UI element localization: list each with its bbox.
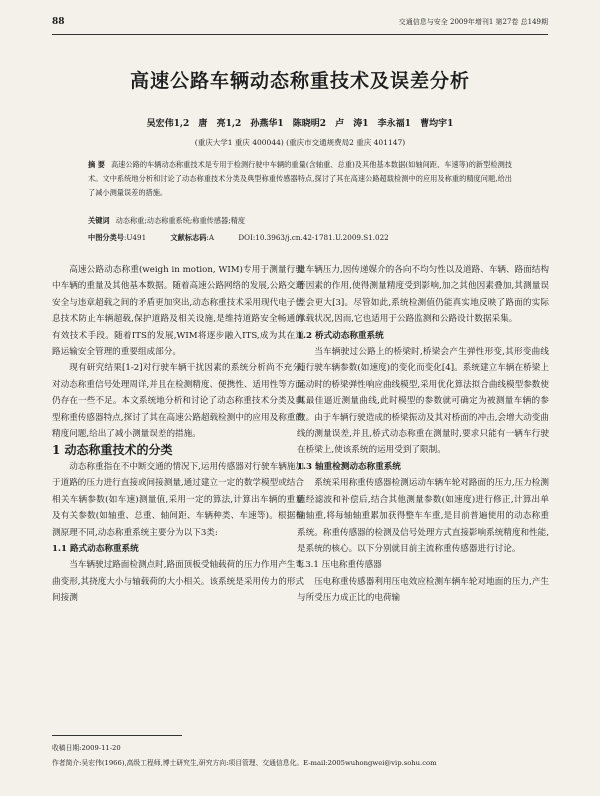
clc-label: 中图分类号 bbox=[88, 233, 124, 242]
affiliations: (重庆大学1 重庆 400044) (重庆市交通规费局2 重庆 401147) bbox=[194, 138, 406, 147]
keywords bbox=[88, 216, 512, 226]
right-column bbox=[297, 262, 549, 607]
subsection1-3-1-paragraph: 压电称重传感器利用压电效应检测车辆车轮对地面的压力,产生与所受压力成正比的电荷输 bbox=[297, 576, 549, 604]
abstract bbox=[88, 158, 512, 200]
subsection1-3-paragraph: 系统采用称重传感器检测运动车辆车轮对路面的压力,压力检测值经滤波和补偿后,结合其他测量参数(如速度)进行修正,计算出单轴轴重,将每轴轴重累加获得整车车重,是目前普遍使用的动态称重系统。称重传感器的检测及信号处理方式直接影响系统精度和性能,是系统的核心。以下分别就目前主流称重传感器进行讨论。 bbox=[297, 478, 549, 554]
header-rule bbox=[52, 34, 548, 35]
footnote-rule bbox=[52, 735, 182, 736]
subsection-heading-1-1: 1.1 路式动态称重系统 bbox=[52, 543, 139, 554]
keywords-label: 关键词 bbox=[88, 216, 110, 225]
classification-line bbox=[88, 233, 512, 243]
author-list: 吴宏伟1,2 唐 亮1,2 孙燕华1 陈晓明2 卢 涛1 李永福1 曹均宇1 bbox=[146, 119, 454, 129]
intro-paragraph-2: 现有研究结果[1-2]对行驶车辆干扰因素的系统分析尚不充分,对动态称重信号处理周详,并且在检测精度、便携性、适用性等方面仍存在一些不足。本文系统地分析和讨论了动态称重技术分类及典型称重传感器特点,探讨了其在高速公路超载检测中的应用及称重的精度问题,给出了减小测量误差的措施。 bbox=[52, 363, 304, 440]
doi: DOI:10.3963/j.cn.42-1781.U.2009.S1.022 bbox=[238, 233, 389, 242]
abstract-label: 摘 要 bbox=[88, 160, 105, 169]
intro-paragraph-1: 高速公路动态称重(weigh in motion, WIM)专用于测量行驶中车辆的重量及其他基本数据。随着高速公路网络的发展,公路交通安全与违章超载之间的矛盾更加突出,动态称重技术采用现代电子信息技术防止车辆超载,保护道路及相关设施,是维持道路安全畅通的有效技术手段。随着ITS的发展,WIM将逐步融入ITS,成为其在道路运输安全管理的重要组成部分。 bbox=[52, 265, 304, 358]
keywords-text: 动态称重;动态称重系统;称重传感器;精度 bbox=[115, 216, 246, 225]
journal-header: 交通信息与安全 2009年增刊1 第27卷 总149期 bbox=[398, 18, 548, 26]
section-heading-1: 1 动态称重技术的分类 bbox=[52, 443, 173, 458]
footnote-received: 收稿日期:2009-11-20 bbox=[52, 744, 121, 752]
subsection-heading-1-3-1: 1.3.1 压电称重传感器 bbox=[297, 560, 382, 571]
page-number: 88 bbox=[52, 17, 65, 27]
subsection-heading-1-2: 1.2 桥式动态称重系统 bbox=[297, 330, 384, 341]
paper-title: 高速公路车辆动态称重技术及误差分析 bbox=[129, 70, 470, 92]
subsection1-1-paragraph: 当车辆驶过路面检测点时,路面顶板受轴载荷的压力作用产生弯曲变形,其挠度大小与轴载荷的大小相关。该系统是采用传力的形式间接测 bbox=[52, 560, 304, 604]
doc-code-label: 文献标志码 bbox=[170, 233, 207, 242]
footnote-author-info: 作者简介:吴宏伟(1966),高级工程师,博士研究生,研究方向:项目管理、交通信息化。E-mail:2005wuhongwei@vip.sohu.com bbox=[52, 759, 437, 767]
abstract-text: 高速公路的车辆动态称重技术是专用于检测行驶中车辆的重量(含轴重、总重)及其他基本数据(如轴间距、车速等)的新型检测技术。文中系统地分析和讨论了动态称重技术分类及典型称重传感器特点,探讨了其在高速公路超载检测中的应用及称重的精度问题,给出了减小测量误差的措施。 bbox=[88, 160, 512, 197]
doc-code: :A bbox=[206, 233, 215, 242]
section1-paragraph-1: 动态称重指在不中断交通的情况下,运用传感器对行驶车辆施加于道路的压力进行直接或间接测量,通过建立一定的数学模型或结合相关车辆参数(如车速)测量值,采用一定的算法,计算出车辆的重量及有关参数(如轴重、总重、轴间距、车辆种类、车速等)。根据检测原理不同,动态称重系统主要分为以下3类: bbox=[52, 461, 304, 538]
subsection-heading-1-3: 1.3 轴重检测动态称重系统 bbox=[297, 461, 401, 472]
continued-paragraph: 量车辆压力,因传递媒介的各向不均匀性以及道路、车辆、路面结构等因素的作用,使得测量精度受到影响,加之其他因素叠加,其测量误差会更大[3]。尽管如此,系统检测值仍能真实地反映了路面的实际承载状况,因而,它也适用于公路监测和公路设计数据采集。 bbox=[297, 265, 549, 325]
left-column bbox=[52, 262, 304, 607]
subsection1-2-paragraph: 当车辆驶过公路上的桥梁时,桥梁会产生弹性形变,其形变曲线随行驶车辆参数(如速度)的变化而变化[4]。系统建立车辆在桥梁上运动时的桥梁弹性响应曲线模型,采用优化算法拟合曲线模型参数使其最佳逼近测量曲线,此时模型的参数就可确定为被测量车辆的参数。由于车辆行驶造成的桥梁振动及其对桥面的冲击,会增大动变曲线的测量误差,并且,桥式动态称重在测量时,要求只能有一辆车行驶在桥梁上,使该系统的运用受到了限制。 bbox=[297, 347, 549, 456]
clc-code: :U491 bbox=[123, 233, 147, 242]
